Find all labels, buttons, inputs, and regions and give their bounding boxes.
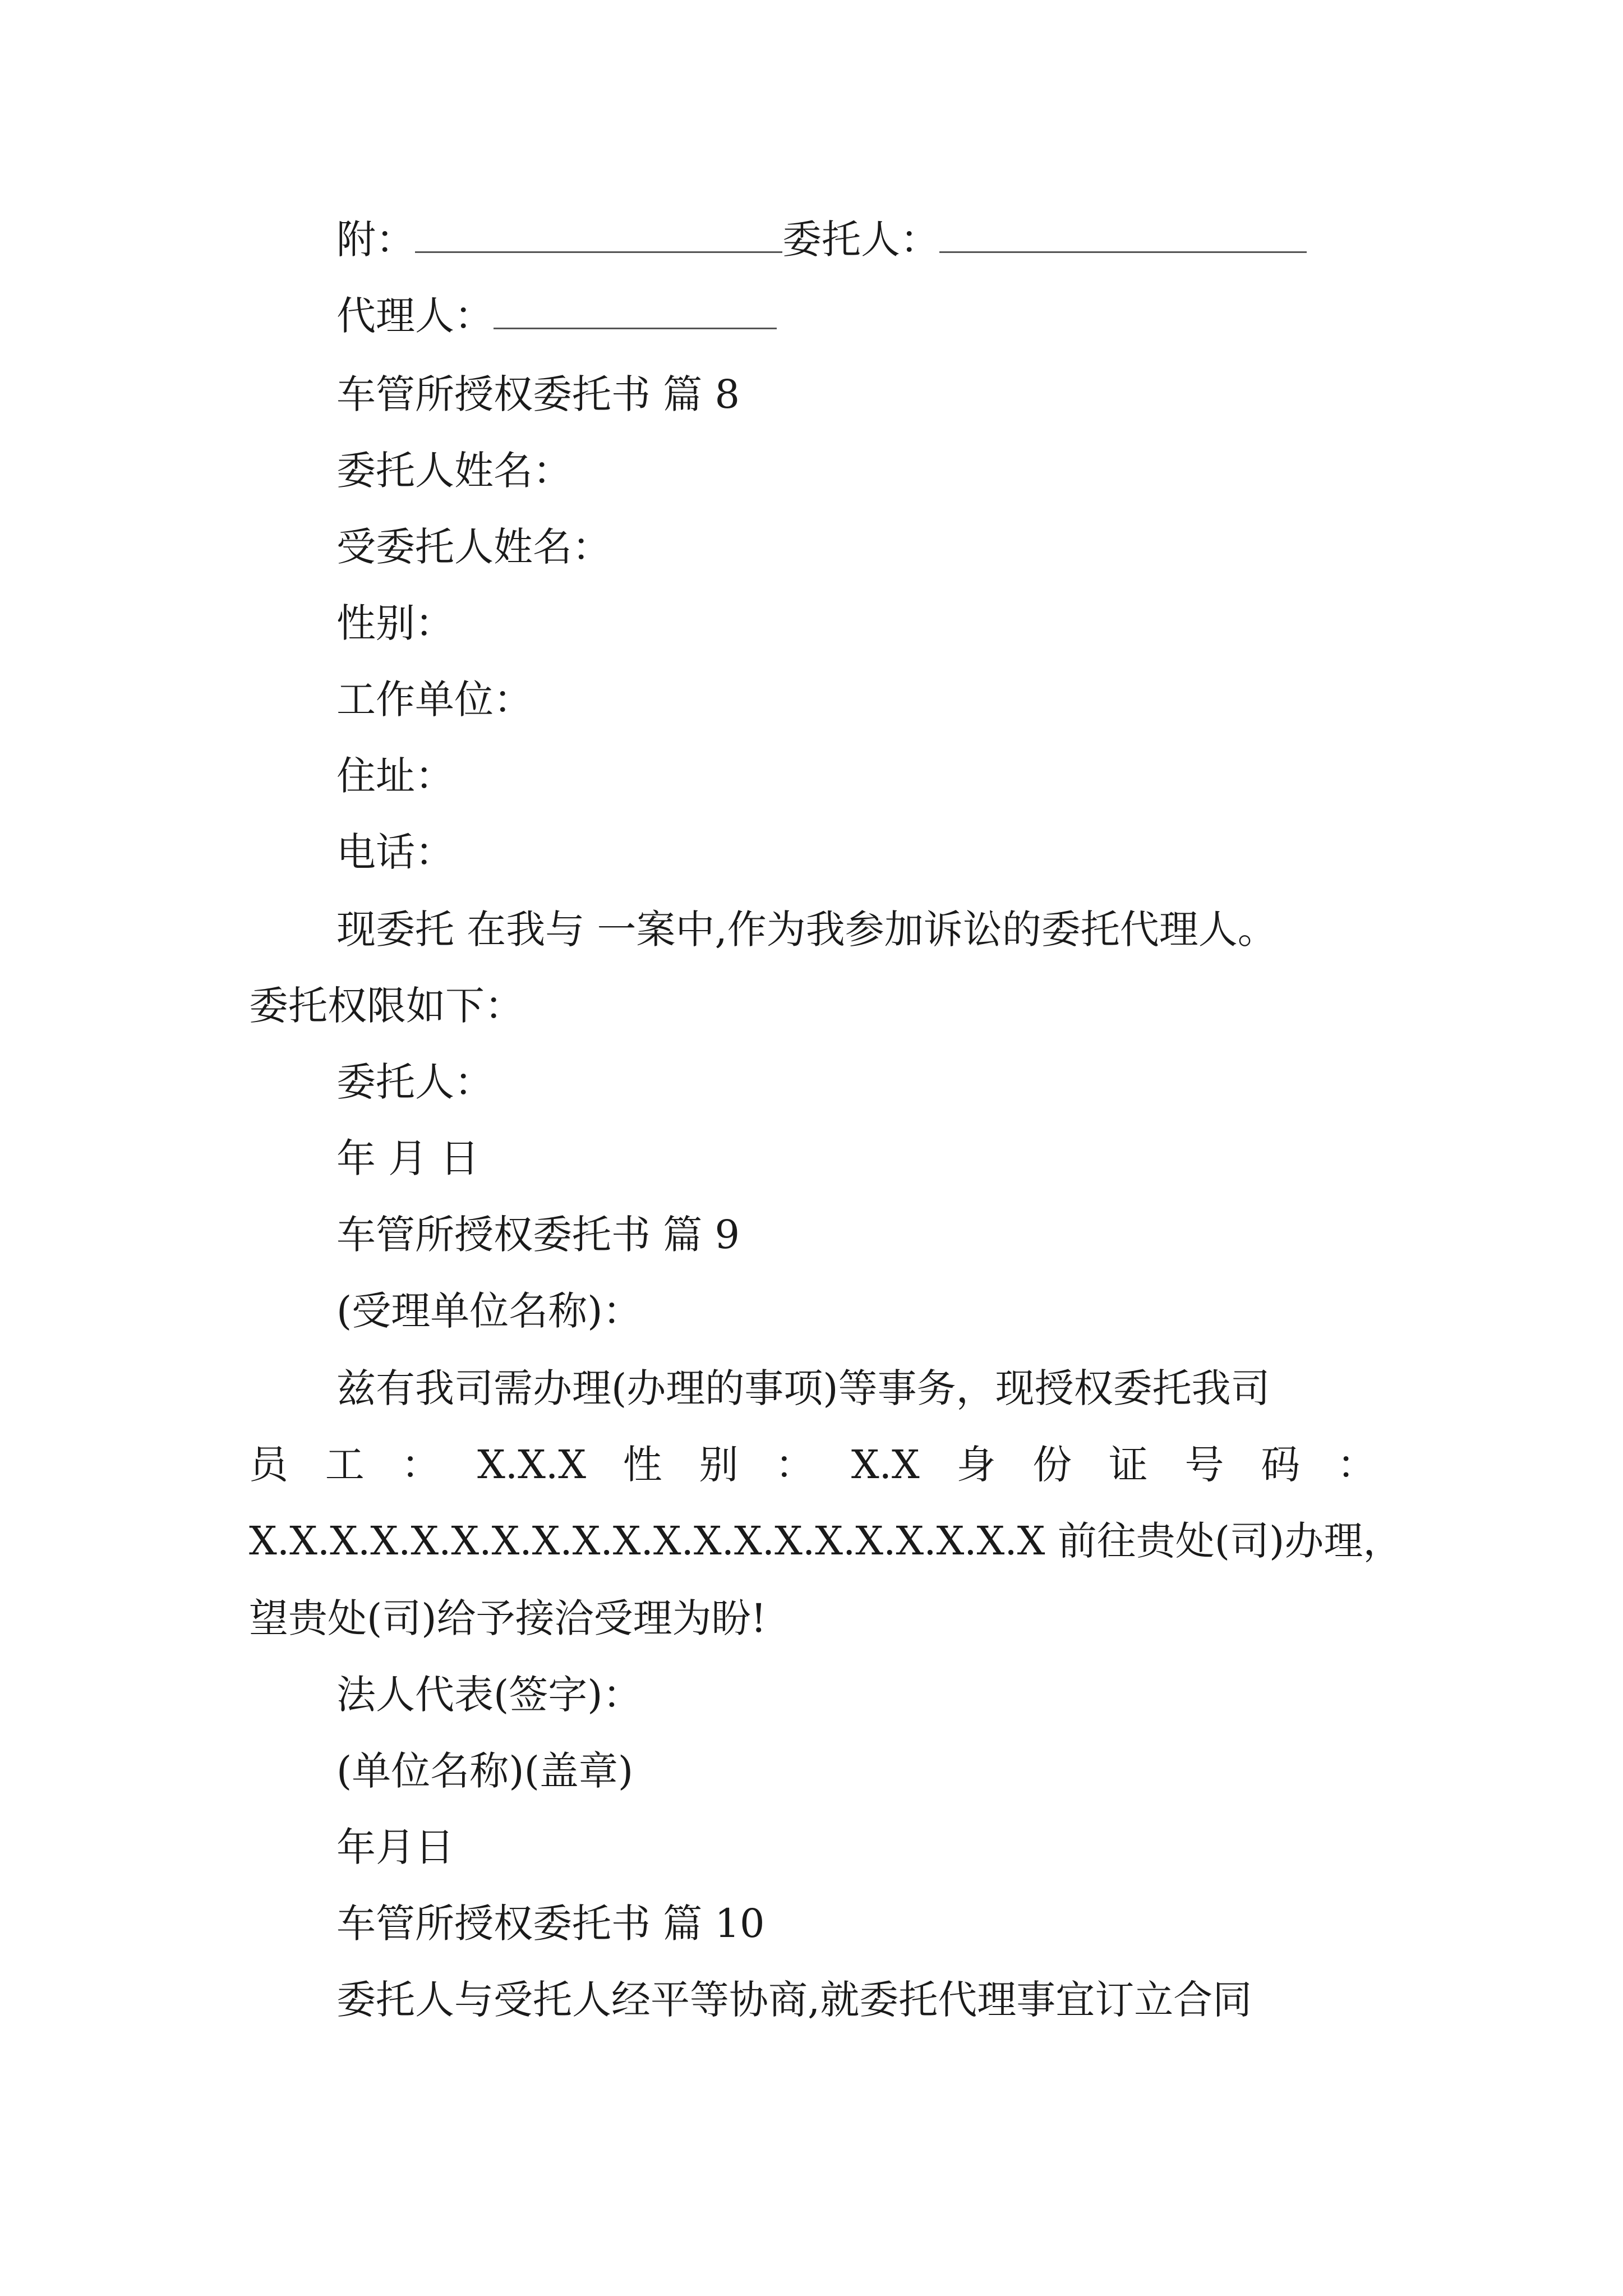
phone-field: 电话： xyxy=(336,829,454,875)
body-token: 身 xyxy=(956,1442,996,1488)
body-token: ： xyxy=(1336,1442,1376,1488)
scope-line: 委托权限如下： xyxy=(249,983,524,1029)
body-token: 员 xyxy=(249,1442,288,1488)
attach-blank xyxy=(415,222,782,253)
contract-body-line-1: 委托人与受托人经平等协商,就委托代理事宜订立合同 xyxy=(336,1977,1252,2023)
body-token: 号 xyxy=(1184,1442,1224,1488)
agent-row xyxy=(336,293,777,339)
principal-name-field: 委托人姓名： xyxy=(336,448,572,494)
receiving-unit-line: (受理单位名称)： xyxy=(336,1288,642,1334)
date-line-spaced: 年 月 日 xyxy=(336,1135,479,1181)
body-token: 别 xyxy=(699,1442,739,1488)
authorization-body-line-2 xyxy=(249,1442,1376,1488)
attach-label: 附： xyxy=(336,217,415,263)
body-token: X.X.X xyxy=(477,1442,587,1488)
legal-representative-signature: 法人代表(签字)： xyxy=(336,1672,642,1718)
principal-label-top: 委托人： xyxy=(782,217,939,263)
body-token: 码 xyxy=(1261,1442,1301,1488)
body-token: 证 xyxy=(1108,1442,1148,1488)
heading-section-8: 车管所授权委托书 篇 8 xyxy=(336,371,740,417)
body-token: ： xyxy=(401,1442,441,1488)
body-token: 份 xyxy=(1032,1442,1072,1488)
principal-blank xyxy=(939,222,1307,253)
entrust-sentence: 现委托 在我与 一案中,作为我参加诉讼的委托代理人。 xyxy=(336,907,1277,953)
trustee-name-field: 受委托人姓名： xyxy=(336,524,611,570)
unit-name-seal: (单位名称)(盖章) xyxy=(336,1748,634,1794)
date-line-compact: 年月日 xyxy=(336,1824,454,1870)
address-field: 住址： xyxy=(336,753,454,799)
body-token: 工 xyxy=(325,1442,365,1488)
employer-field: 工作单位： xyxy=(336,677,533,723)
agent-label: 代理人： xyxy=(336,293,494,339)
body-token: X.X xyxy=(851,1442,920,1488)
principal-signature-label: 委托人： xyxy=(336,1059,494,1105)
authorization-body-line-1: 兹有我司需办理(办理的事项)等事务，现授权委托我司 xyxy=(336,1365,1270,1411)
body-token: 性 xyxy=(623,1442,662,1488)
authorization-body-line-3: X.X.X.X.X.X.X.X.X.X.X.X.X.X.X.X.X.X.X.X 前往贵处(司)办理， xyxy=(249,1518,1403,1564)
heading-section-9: 车管所授权委托书 篇 9 xyxy=(336,1212,740,1258)
agent-blank xyxy=(494,298,777,329)
attachment-signature-row xyxy=(336,217,1307,263)
body-token: ： xyxy=(775,1442,815,1488)
heading-section-10: 车管所授权委托书 篇 10 xyxy=(336,1901,765,1947)
gender-field: 性别： xyxy=(336,600,454,646)
authorization-body-line-4: 望贵处(司)给予接洽受理为盼! xyxy=(249,1595,767,1641)
